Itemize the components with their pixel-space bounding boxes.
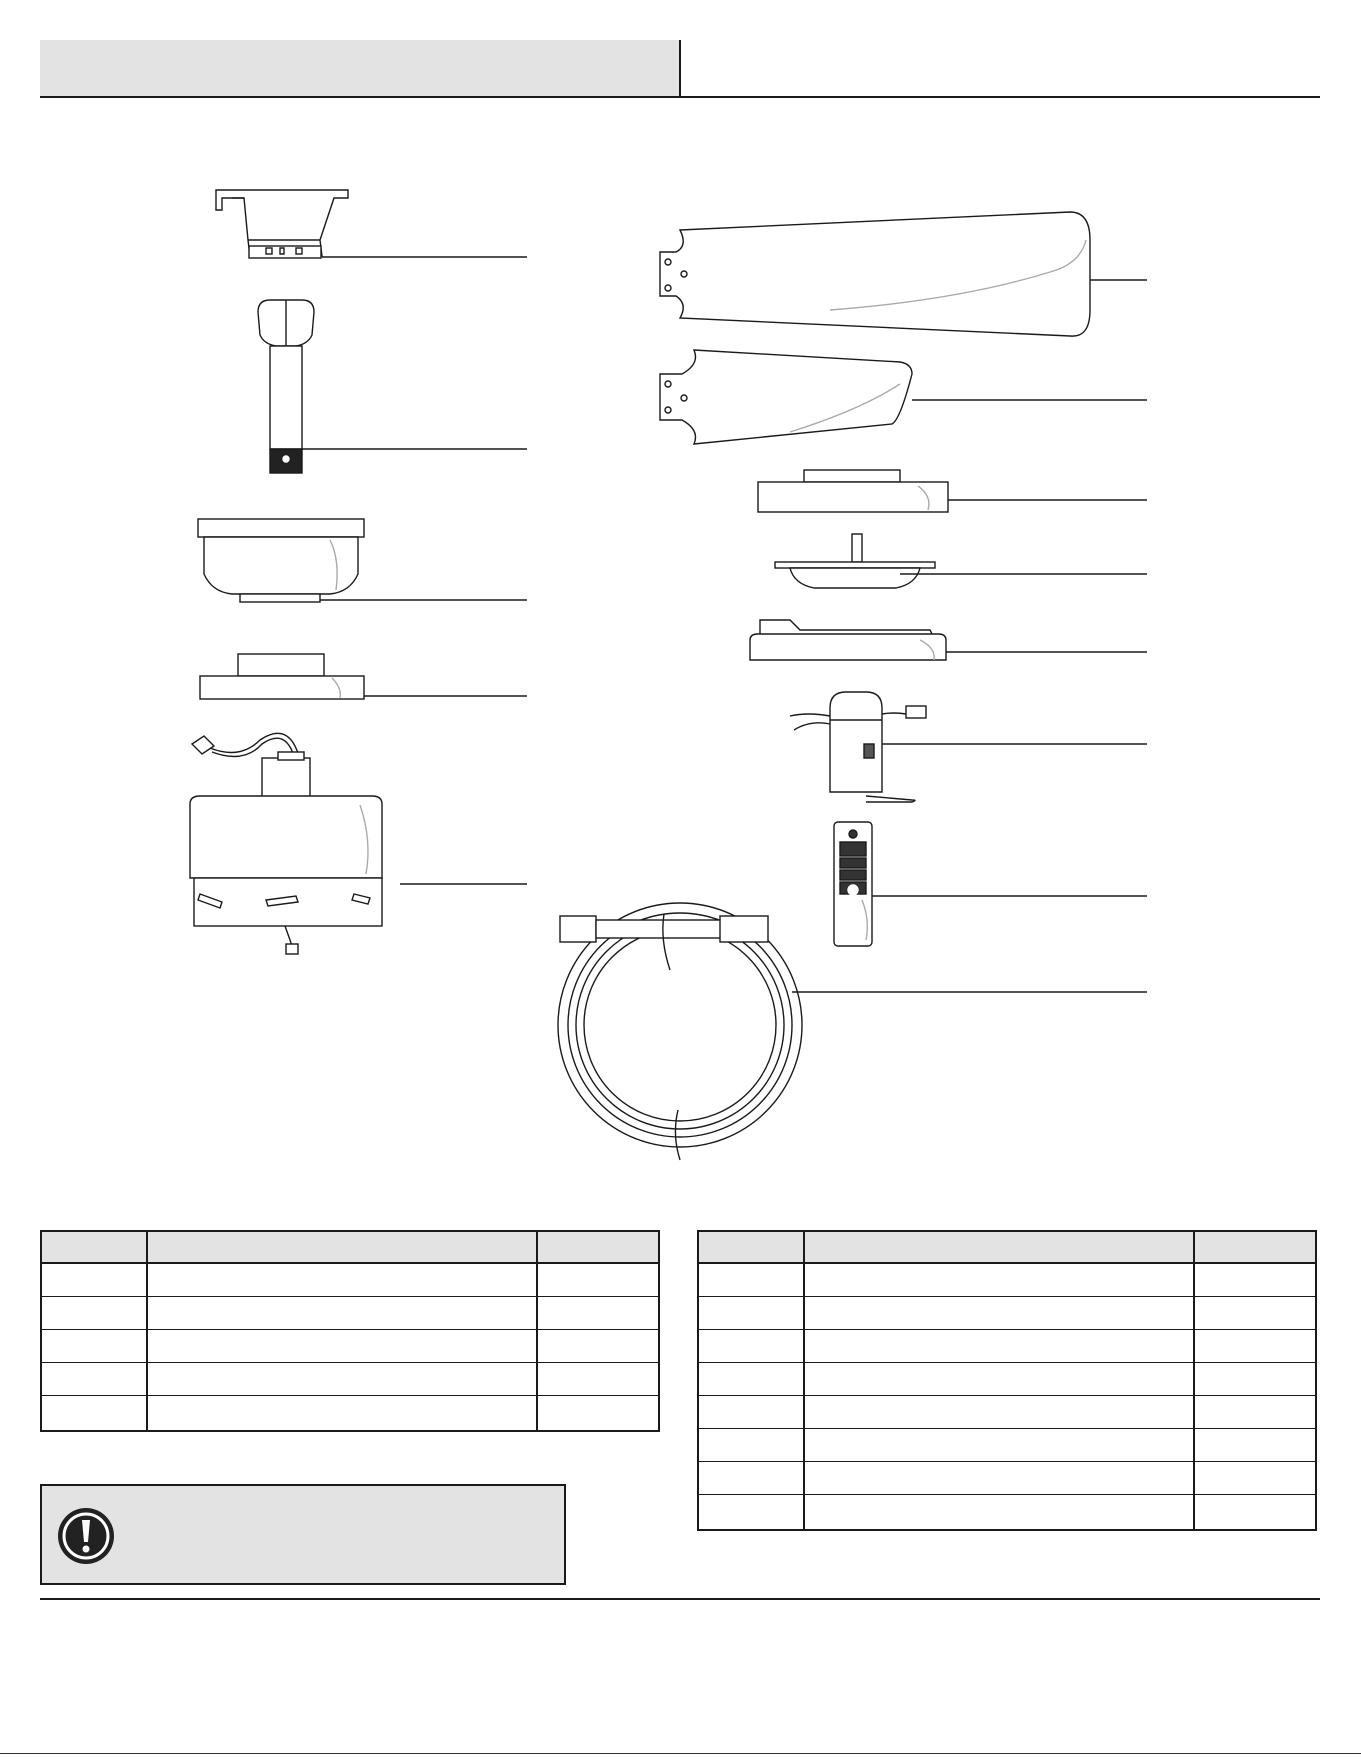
table-right-header-quantity (1194, 1231, 1316, 1263)
table-row (41, 1263, 659, 1297)
exclamation-icon (56, 1506, 116, 1566)
table-row (698, 1263, 1316, 1297)
table-cell (537, 1396, 659, 1432)
table-cell (41, 1263, 147, 1297)
table-cell (537, 1297, 659, 1330)
table-cell (698, 1396, 804, 1429)
long-blade-drawing (660, 212, 1147, 336)
table-cell (804, 1495, 1194, 1531)
switch-housing-cover-drawing (758, 470, 1147, 512)
table-cell (698, 1363, 804, 1396)
table-cell (537, 1330, 659, 1363)
table-row (41, 1330, 659, 1363)
table-cell (804, 1396, 1194, 1429)
hanger-bracket-drawing (216, 190, 527, 258)
table-right-header-description (804, 1231, 1194, 1263)
table-cell (537, 1263, 659, 1297)
table-row (698, 1462, 1316, 1495)
table-cell (698, 1297, 804, 1330)
table-cell (804, 1429, 1194, 1462)
table-cell (41, 1330, 147, 1363)
table-cell (1194, 1297, 1316, 1330)
parts-table-left (40, 1230, 660, 1432)
table-row (41, 1297, 659, 1330)
remote-control-drawing (834, 822, 1147, 946)
light-kit-plate-drawing (775, 534, 1147, 588)
table-cell (147, 1263, 537, 1297)
downrod-drawing (258, 300, 527, 473)
footer-rule (40, 1598, 1320, 1600)
table-cell (698, 1429, 804, 1462)
table-left-header-part (41, 1231, 147, 1263)
table-cell (41, 1363, 147, 1396)
table-cell (804, 1297, 1194, 1330)
switch-housing-drawing (750, 620, 1147, 660)
table-row (41, 1363, 659, 1396)
short-blade-drawing (660, 350, 1147, 444)
table-cell (1194, 1330, 1316, 1363)
table-row (698, 1495, 1316, 1531)
table-cell (698, 1263, 804, 1297)
table-cell (1194, 1263, 1316, 1297)
canopy-cover-drawing (200, 654, 527, 699)
table-cell (41, 1396, 147, 1432)
table-cell (41, 1297, 147, 1330)
table-cell (537, 1363, 659, 1396)
table-cell (147, 1297, 537, 1330)
table-cell (698, 1462, 804, 1495)
table-row (698, 1297, 1316, 1330)
table-cell (804, 1462, 1194, 1495)
table-cell (804, 1263, 1194, 1297)
table-cell (1194, 1396, 1316, 1429)
table-row (698, 1363, 1316, 1396)
table-row (41, 1396, 659, 1432)
canopy-drawing (198, 519, 527, 602)
table-left-header-quantity (537, 1231, 659, 1263)
bottom-rule (0, 1753, 1361, 1754)
table-cell (1194, 1363, 1316, 1396)
parts-table-right (697, 1230, 1317, 1531)
table-cell (804, 1363, 1194, 1396)
table-cell (804, 1330, 1194, 1363)
receiver-drawing (790, 692, 1147, 802)
table-row (698, 1429, 1316, 1462)
notice-box (40, 1484, 566, 1585)
table-cell (147, 1363, 537, 1396)
table-cell (147, 1396, 537, 1432)
motor-assembly-drawing (190, 733, 527, 954)
table-cell (1194, 1462, 1316, 1495)
table-cell (1194, 1429, 1316, 1462)
table-cell (698, 1495, 804, 1531)
table-cell (147, 1330, 537, 1363)
table-cell (1194, 1495, 1316, 1531)
table-row (698, 1396, 1316, 1429)
table-left-header-description (147, 1231, 537, 1263)
table-cell (698, 1330, 804, 1363)
table-row (698, 1330, 1316, 1363)
table-right-header-part (698, 1231, 804, 1263)
